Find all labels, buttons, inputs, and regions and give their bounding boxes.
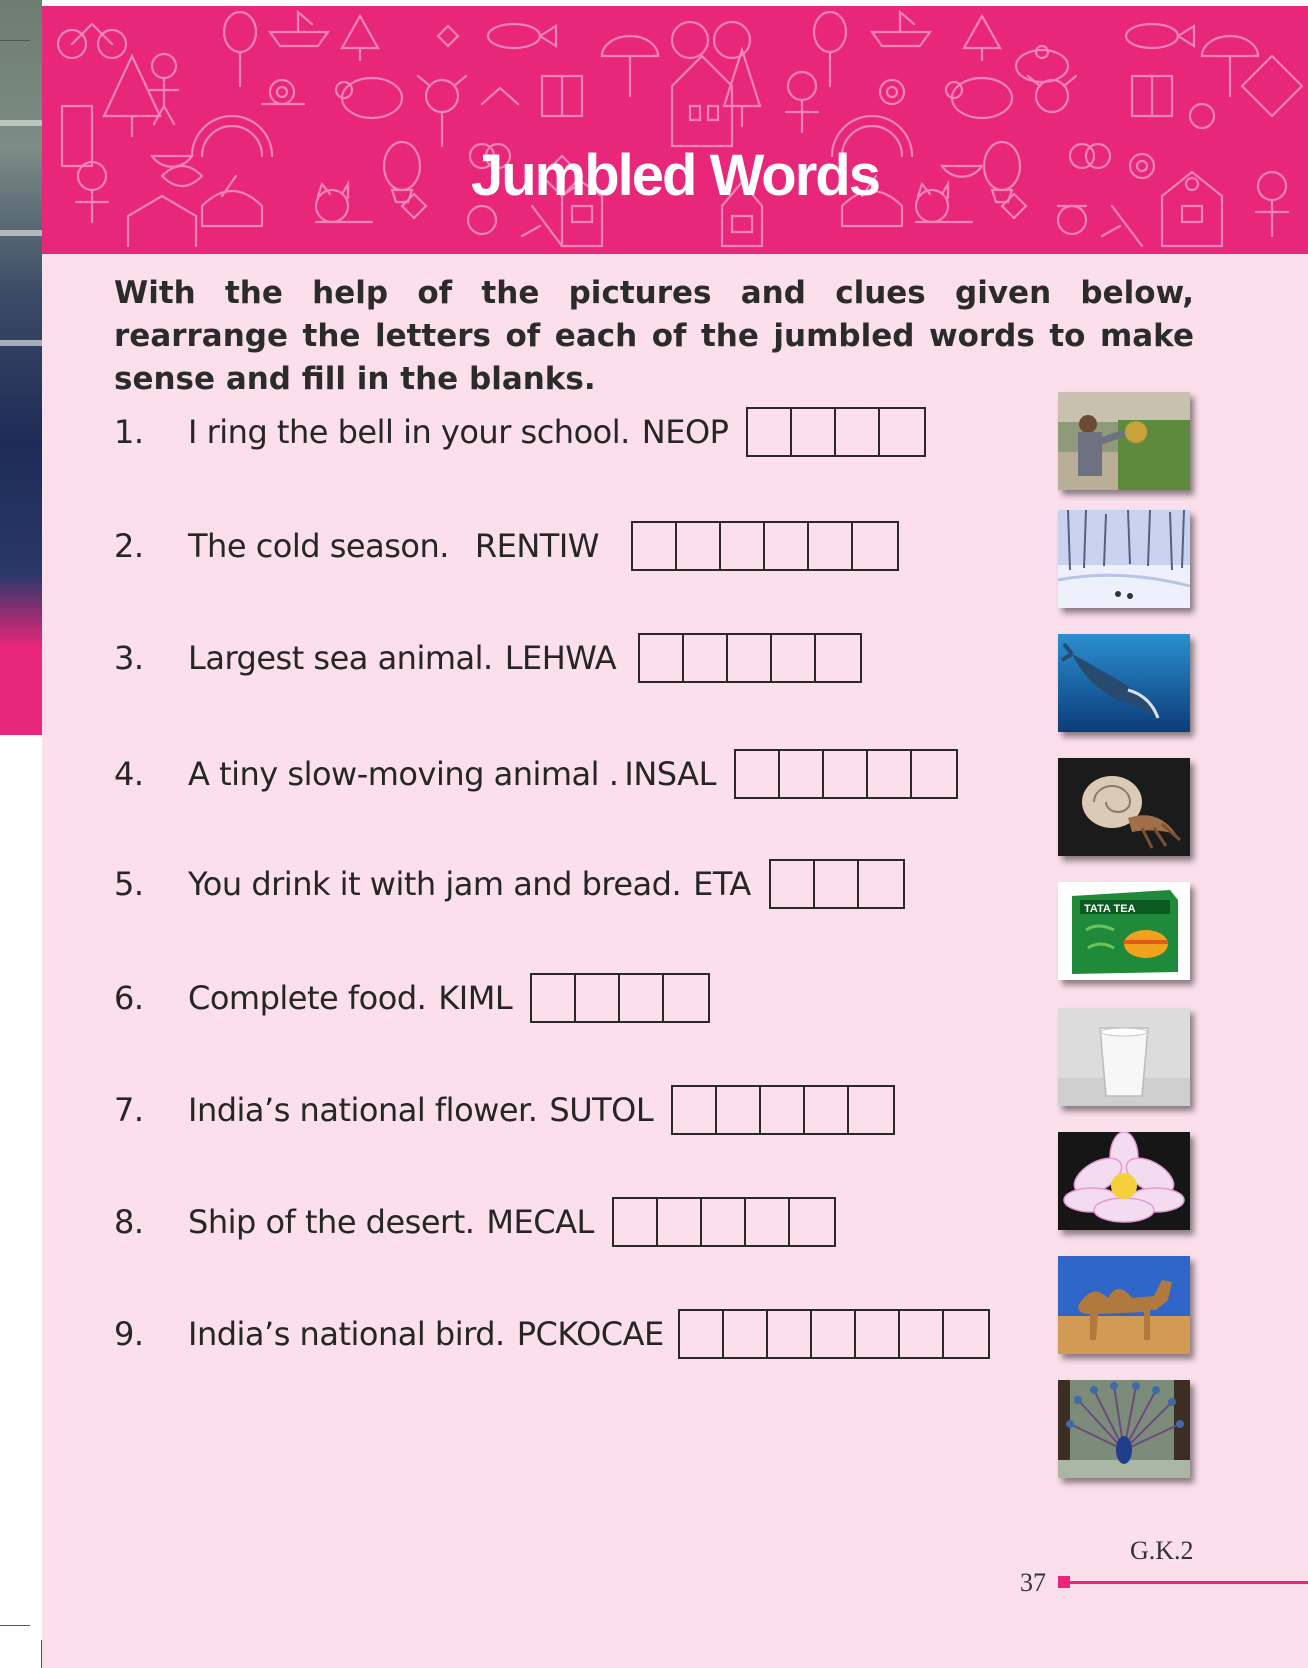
question-number: 1.	[114, 413, 144, 451]
doodle-pattern	[42, 6, 1308, 254]
answer-boxes[interactable]	[734, 749, 958, 799]
question-clue: India’s national bird.	[188, 1315, 505, 1353]
glass-of-milk-photo	[1058, 1008, 1190, 1106]
question-4	[114, 748, 958, 800]
jumbled-word: NEOP	[641, 413, 729, 451]
book-edge	[0, 0, 42, 735]
question-clue: I ring the bell in your school.	[188, 413, 630, 451]
question-number: 8.	[114, 1203, 144, 1241]
instructions-text: With the help of the pictures and clues given below, rearrange the letters of each of the jumbled words to make sense and fill in the blanks.	[114, 275, 1194, 397]
question-6	[114, 972, 710, 1024]
jumbled-word: ETA	[693, 865, 751, 903]
lotus-photo	[1058, 1132, 1190, 1230]
answer-boxes[interactable]	[638, 633, 862, 683]
jumbled-word: INSAL	[624, 755, 716, 793]
tea-pack-label: TATA TEA	[1084, 903, 1136, 915]
snowy-forest-photo	[1058, 510, 1190, 608]
answer-boxes[interactable]	[746, 407, 926, 457]
answer-boxes[interactable]	[612, 1197, 836, 1247]
jumbled-word: KIML	[438, 979, 513, 1017]
jumbled-word: MECAL	[486, 1203, 594, 1241]
question-8	[114, 1196, 836, 1248]
question-clue: The cold season.	[188, 527, 449, 565]
question-number: 4.	[114, 755, 144, 793]
tea-pack-photo	[1058, 882, 1190, 980]
question-number: 9.	[114, 1315, 144, 1353]
footer-marker	[1058, 1576, 1070, 1588]
question-2	[114, 520, 899, 572]
question-1	[114, 406, 926, 458]
page-title: Jumbled Words	[471, 143, 879, 208]
answer-boxes[interactable]	[678, 1309, 990, 1359]
whale-photo	[1058, 634, 1190, 732]
header-banner	[42, 6, 1308, 254]
camel-photo	[1058, 1256, 1190, 1354]
jumbled-word: RENTIW	[474, 527, 599, 565]
question-number: 6.	[114, 979, 144, 1017]
jumbled-word: PCKOCAE	[516, 1315, 664, 1353]
footer-rule	[1070, 1581, 1308, 1584]
jumbled-word: LEHWA	[504, 639, 617, 677]
snail-photo	[1058, 758, 1190, 856]
question-9	[114, 1308, 990, 1360]
question-clue: A tiny slow-moving animal .	[188, 755, 619, 793]
peon-ringing-bell-photo	[1058, 392, 1190, 490]
worksheet-page	[42, 6, 1308, 1668]
answer-boxes[interactable]	[530, 973, 710, 1023]
question-number: 3.	[114, 639, 144, 677]
question-number: 5.	[114, 865, 144, 903]
page-number: 37	[1020, 1568, 1046, 1597]
question-7	[114, 1084, 895, 1136]
answer-boxes[interactable]	[769, 859, 905, 909]
series-label: G.K.2	[1130, 1536, 1194, 1565]
question-clue: Complete food.	[188, 979, 427, 1017]
question-5	[114, 858, 905, 910]
question-number: 2.	[114, 527, 144, 565]
question-clue: You drink it with jam and bread.	[188, 865, 682, 903]
question-number: 7.	[114, 1091, 144, 1129]
question-clue: India’s national flower.	[188, 1091, 538, 1129]
peacock-photo	[1058, 1380, 1190, 1478]
jumbled-word: SUTOL	[549, 1091, 654, 1129]
question-3	[114, 632, 862, 684]
answer-boxes[interactable]	[671, 1085, 895, 1135]
question-clue: Ship of the desert.	[188, 1203, 475, 1241]
answer-boxes[interactable]	[631, 521, 899, 571]
question-clue: Largest sea animal.	[188, 639, 493, 677]
